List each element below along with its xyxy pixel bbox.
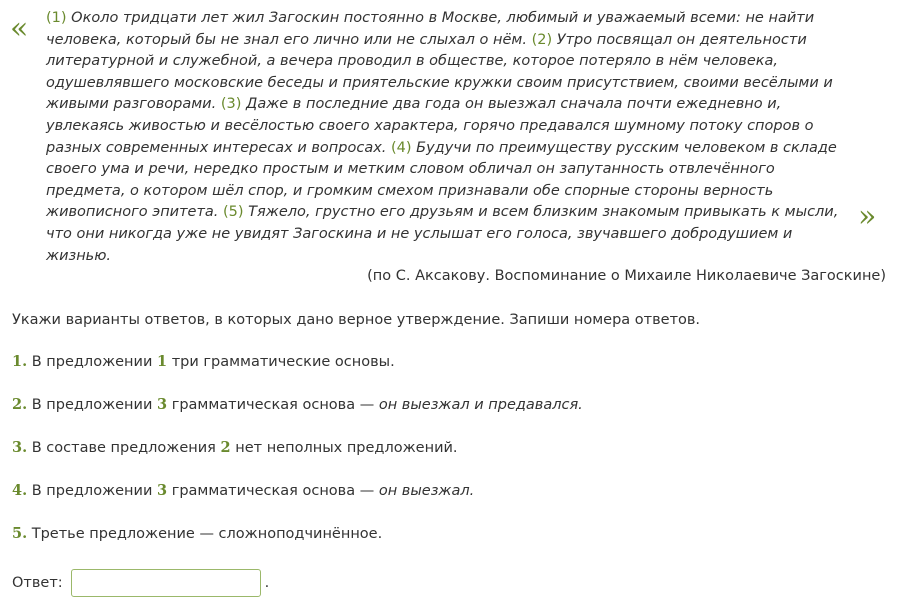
option-number: 4. (12, 482, 28, 499)
task-instruction: Укажи варианты ответов, в которых дано верное утверждение. Запиши номера ответов. (12, 312, 701, 328)
sentence-3: (3) Даже в последние два года он выезжал сначала почти ежедневно и, увлекаясь живостью и весёлостью своего характера, горячо предавался шумному потоку споров о разных современных интересах и вопросах. (46, 96, 814, 156)
option-number: 1. (12, 353, 28, 370)
option-3: 3. В составе предложения 2 нет неполных предложений. (12, 439, 458, 456)
open-quote-mark: « (10, 11, 29, 46)
answer-suffix: . (264, 575, 270, 591)
option-number: 5. (12, 525, 28, 542)
sentence-number: (1) (46, 10, 67, 26)
close-quote-mark: » (858, 199, 877, 234)
sentence-2: (2) Утро посвящал он деятельности литературной и служебной, а вечера проводил в обществе, которое потеряло в нём человека, одушевлявшего московские беседы и приятельские кружки своим присутствием, своими весёлыми и живыми разговорами. (46, 31, 833, 113)
sentence-number: (2) (531, 31, 553, 48)
answer-input[interactable] (71, 569, 261, 597)
sentence-1: (1) Около тридцати лет жил Загоскин постоянно в Москве, любимый и уважаемый всеми: не найти человека, который бы не знал его лично или не слыхал о нём. (46, 10, 815, 48)
sentence-ref: 2 (220, 439, 231, 456)
sentence-number: (5) (223, 204, 244, 221)
answer-label: Ответ: (12, 575, 63, 591)
sentence-ref: 3 (157, 396, 168, 413)
option-4: 4. В предложении 3 грамматическая основа — он выезжал. (12, 482, 475, 499)
sentence-ref: 1 (157, 353, 168, 370)
source-attribution: (по С. Аксакову. Воспоминание о Михаиле Николаевиче Загоскине) (367, 268, 886, 284)
passage-text (46, 8, 854, 267)
option-number: 2. (12, 396, 28, 413)
option-1: 1. В предложении 1 три грамматические основы. (12, 353, 395, 370)
sentence-4: (4) Будучи по преимуществу русским человеком в складе своего ума и речи, нередко простым и метким словом обличал он запутанность отвлечённого предмета, о котором шёл спор, и громким смехом признавали обе спорные стороны верность живописного эпитета. (46, 139, 837, 221)
answer-row (12, 567, 269, 599)
sentence-ref: 3 (157, 482, 168, 499)
option-2: 2. В предложении 3 грамматическая основа — он выезжал и предавался. (12, 396, 583, 413)
sentence-number: (4) (391, 139, 412, 156)
answer-options (12, 352, 882, 567)
option-number: 3. (12, 439, 28, 456)
option-5: 5. Третье предложение — сложноподчинённое. (12, 525, 383, 542)
sentence-5: (5) Тяжело, грустно его друзьям и всем близким знакомым привыкать к мысли, что они никогда уже не увидят Загоскина и не услышат его голоса, звучавшего добродушием и жизнью. (46, 204, 839, 264)
sentence-number: (3) (220, 96, 242, 113)
